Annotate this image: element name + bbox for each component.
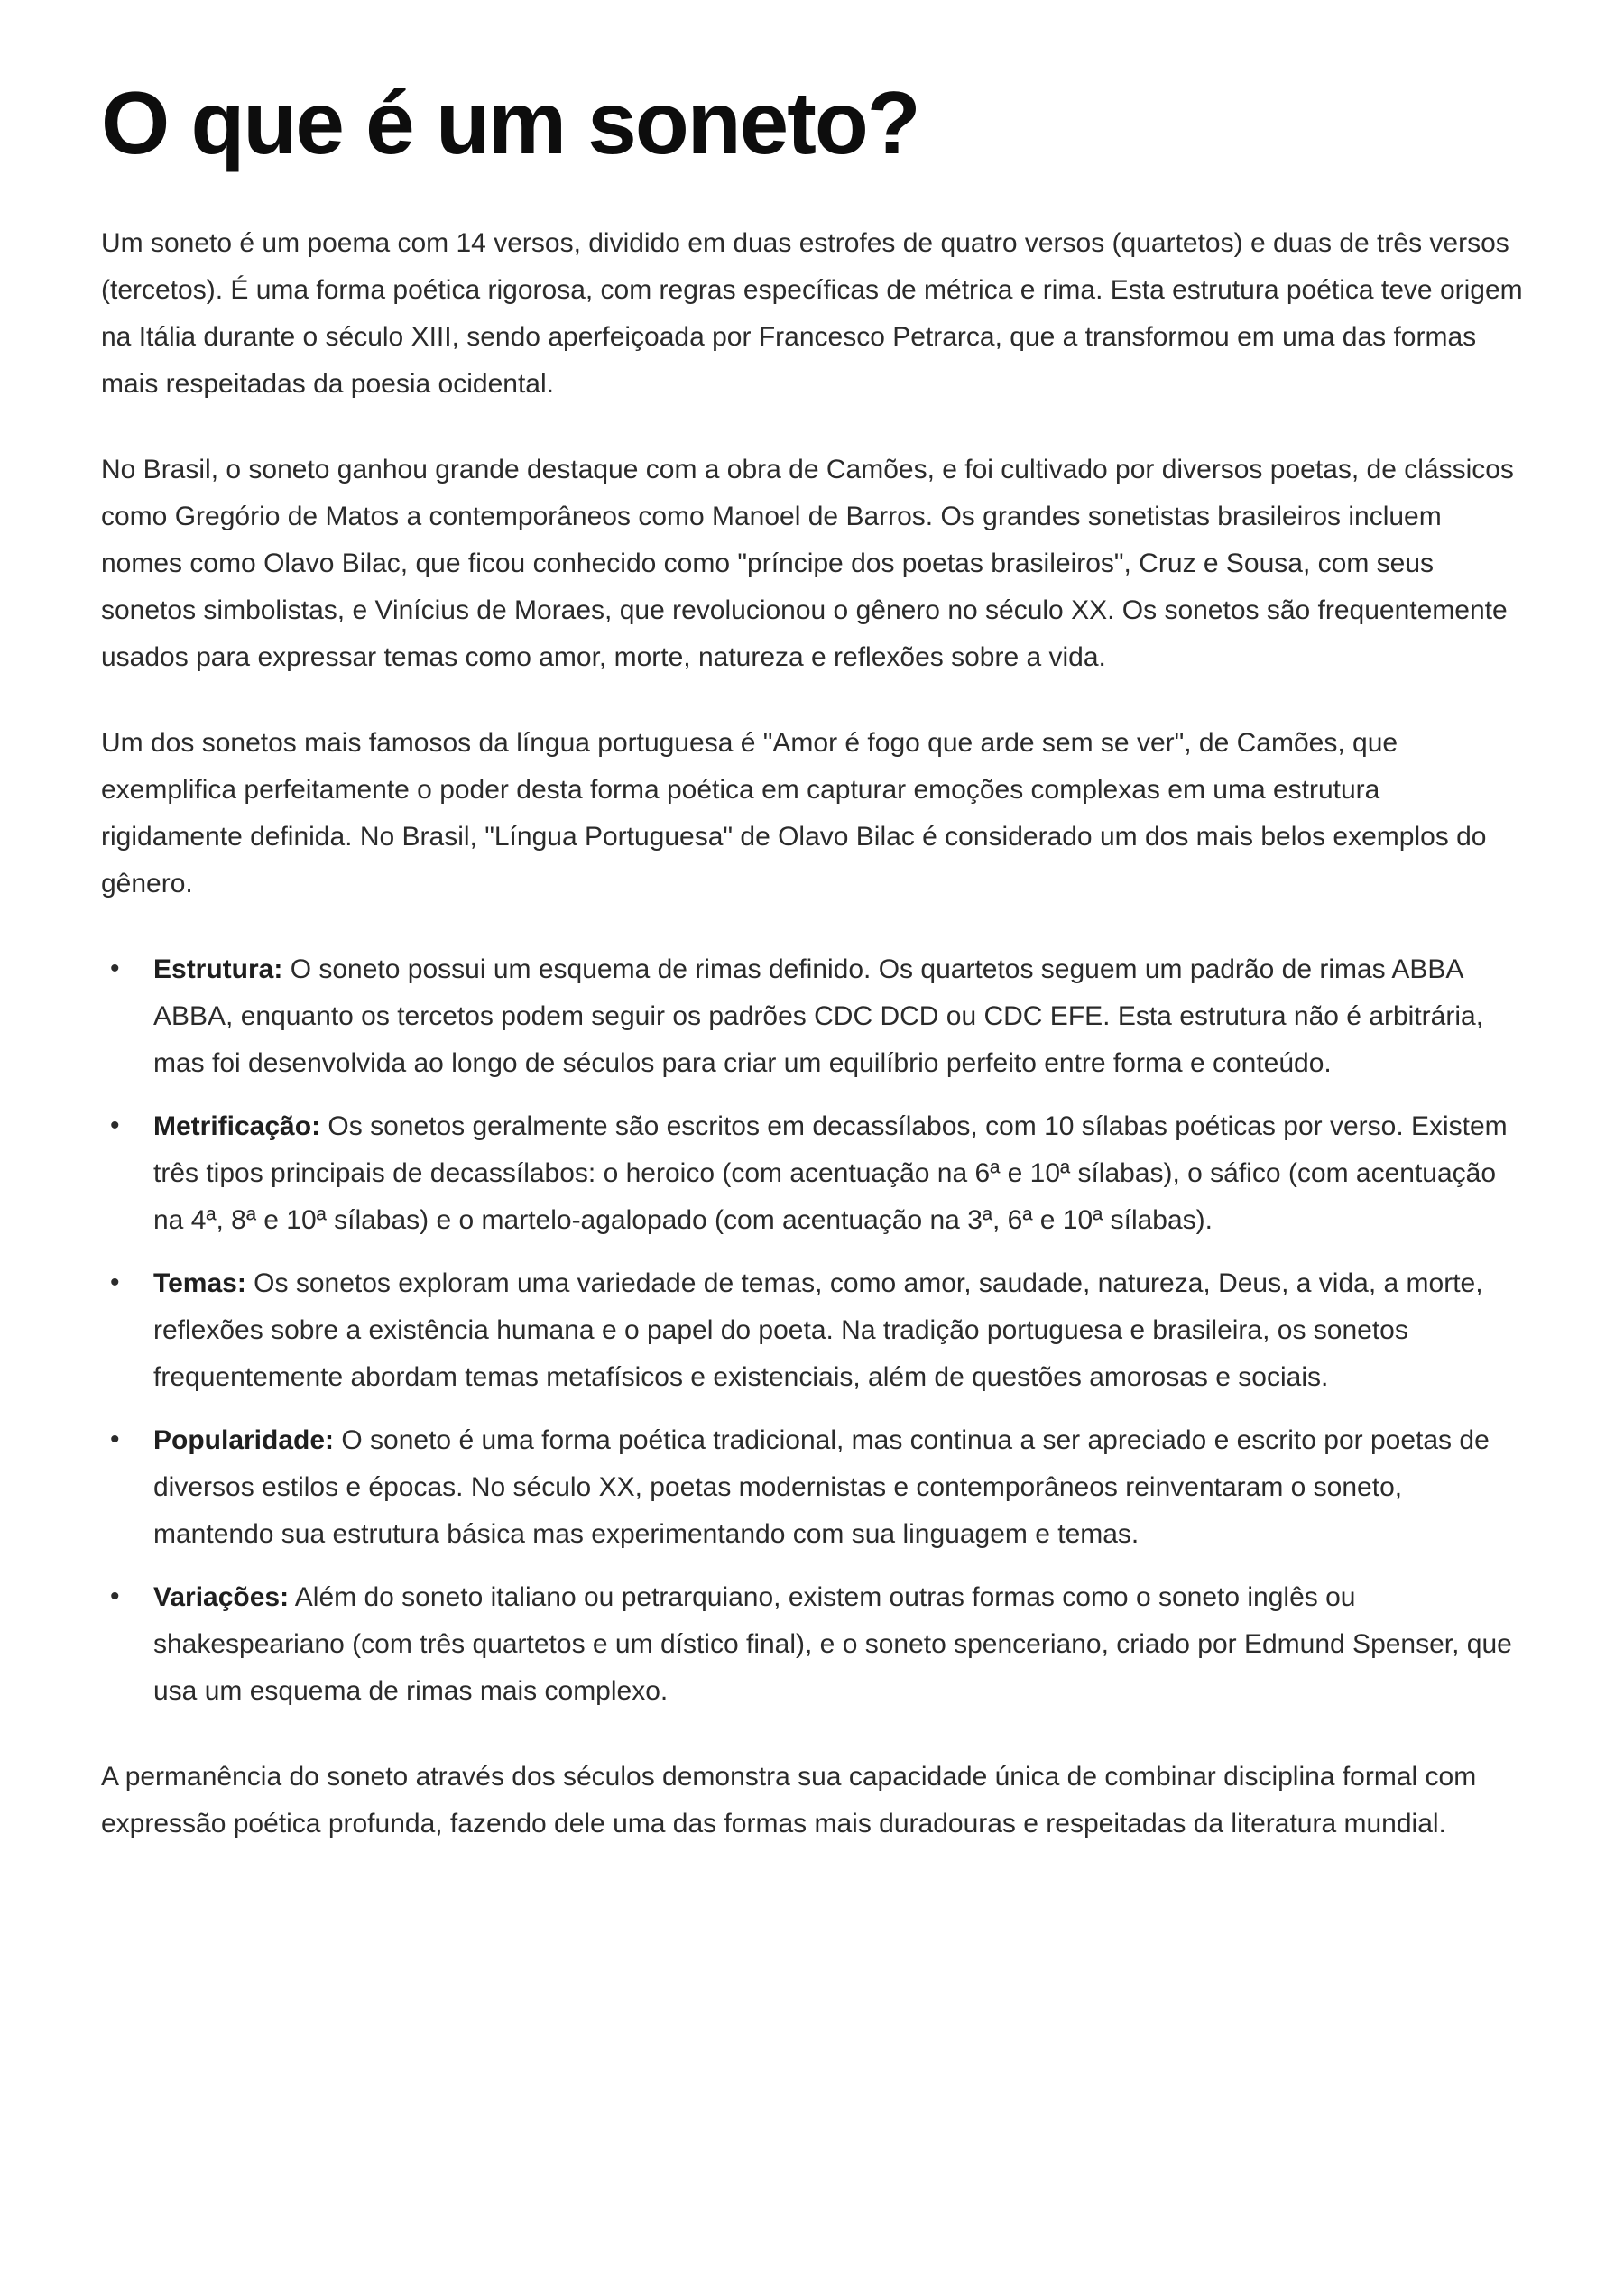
list-item-temas bbox=[101, 1260, 1525, 1401]
list-item-text: O soneto é uma forma poética tradicional, mas continua a ser apreciado e escrito por poetas de diversos estilos e épocas. No século XX, poetas modernistas e contemporâneos reinventaram o soneto, mantendo sua estrutura básica mas experimentando com sua linguagem e temas. bbox=[153, 1424, 1490, 1549]
brasil-paragraph: No Brasil, o soneto ganhou grande destaque com a obra de Camões, e foi cultivado por diversos poetas, de clássicos como Gregório de Matos a contemporâneos como Manoel de Barros. Os grandes sonetistas brasileiros incluem nomes como Olavo Bilac, que ficou conhecido como "príncipe dos poetas brasileiros", Cruz e Sousa, com seus sonetos simbolistas, e Vinícius de Moraes, que revolucionou o gênero no século XX. Os sonetos são frequentemente usados para expressar temas como amor, morte, natureza e reflexões sobre a vida. bbox=[101, 454, 1514, 672]
list-item-text: O soneto possui um esquema de rimas definido. Os quartetos seguem um padrão de rimas ABBA ABBA, enquanto os tercetos podem seguir os padrões CDC DCD ou CDC EFE. Esta estrutura não é arbitrária, mas foi desenvolvida ao longo de séculos para criar um equilíbrio perfeito entre forma e conteúdo. bbox=[153, 954, 1484, 1078]
closing-paragraph: A permanência do soneto através dos séculos demonstra sua capacidade única de combinar disciplina formal com expressão poética profunda, fazendo dele uma das formas mais duradouras e respeitadas da literatura mundial. bbox=[101, 1761, 1477, 1839]
list-item-estrutura bbox=[101, 946, 1525, 1087]
list-item-label: Estrutura: bbox=[153, 954, 283, 984]
intro-paragraph: Um soneto é um poema com 14 versos, dividido em duas estrofes de quatro versos (quartetos) e duas de três versos (tercetos). É uma forma poética rigorosa, com regras específicas de métrica e rima. Esta estrutura poética teve origem na Itália durante o século XIII, sendo aperfeiçoada por Francesco Petrarca, que a transformou em uma das formas mais respeitadas da poesia ocidental. bbox=[101, 227, 1523, 399]
list-item-metrificacao bbox=[101, 1103, 1525, 1244]
list-item-text: Além do soneto italiano ou petrarquiano, existem outras formas como o soneto inglês ou shakespeariano (com três quartetos e um dístico final), e o soneto spenceriano, criado por Edmund Spenser, que usa um esquema de rimas mais complexo. bbox=[153, 1581, 1512, 1706]
list-item-label: Temas: bbox=[153, 1267, 246, 1298]
list-item-text: Os sonetos exploram uma variedade de temas, como amor, saudade, natureza, Deus, a vida, a morte, reflexões sobre a existência humana e o papel do poeta. Na tradição portuguesa e brasileira, os sonetos frequentemente abordam temas metafísicos e existenciais, além de questões amorosas e sociais. bbox=[153, 1267, 1483, 1392]
bullet-icon: • bbox=[110, 1581, 120, 1611]
list-item-text: Os sonetos geralmente são escritos em decassílabos, com 10 sílabas poéticas por verso. Existem três tipos principais de decassílabos: o heroico (com acentuação na 6ª e 10ª sílabas), o sáfico (com acentuação na 4ª, 8ª e 10ª sílabas) e o martelo-agalopado (com acentuação na 3ª, 6ª e 10ª sílabas). bbox=[153, 1111, 1508, 1235]
list-item-label: Variações: bbox=[153, 1581, 290, 1612]
famous-sonnets-paragraph: Um dos sonetos mais famosos da língua portuguesa é "Amor é fogo que arde sem se ver", de Camões, que exemplifica perfeitamente o poder desta forma poética em capturar emoções complexas em uma estrutura rigidamente definida. No Brasil, "Língua Portuguesa" de Olavo Bilac é considerado um dos mais belos exemplos do gênero. bbox=[101, 727, 1487, 899]
list-item-label: Metrificação: bbox=[153, 1111, 321, 1141]
topic-list bbox=[101, 946, 1525, 1715]
list-item-variacoes bbox=[101, 1574, 1525, 1715]
bullet-icon: • bbox=[110, 1110, 120, 1140]
page-title: O que é um soneto? bbox=[101, 73, 919, 172]
bullet-icon: • bbox=[110, 1424, 120, 1454]
list-item-label: Popularidade: bbox=[153, 1424, 335, 1455]
bullet-icon: • bbox=[110, 953, 120, 983]
list-item-popularidade bbox=[101, 1417, 1525, 1558]
bullet-icon: • bbox=[110, 1267, 120, 1297]
